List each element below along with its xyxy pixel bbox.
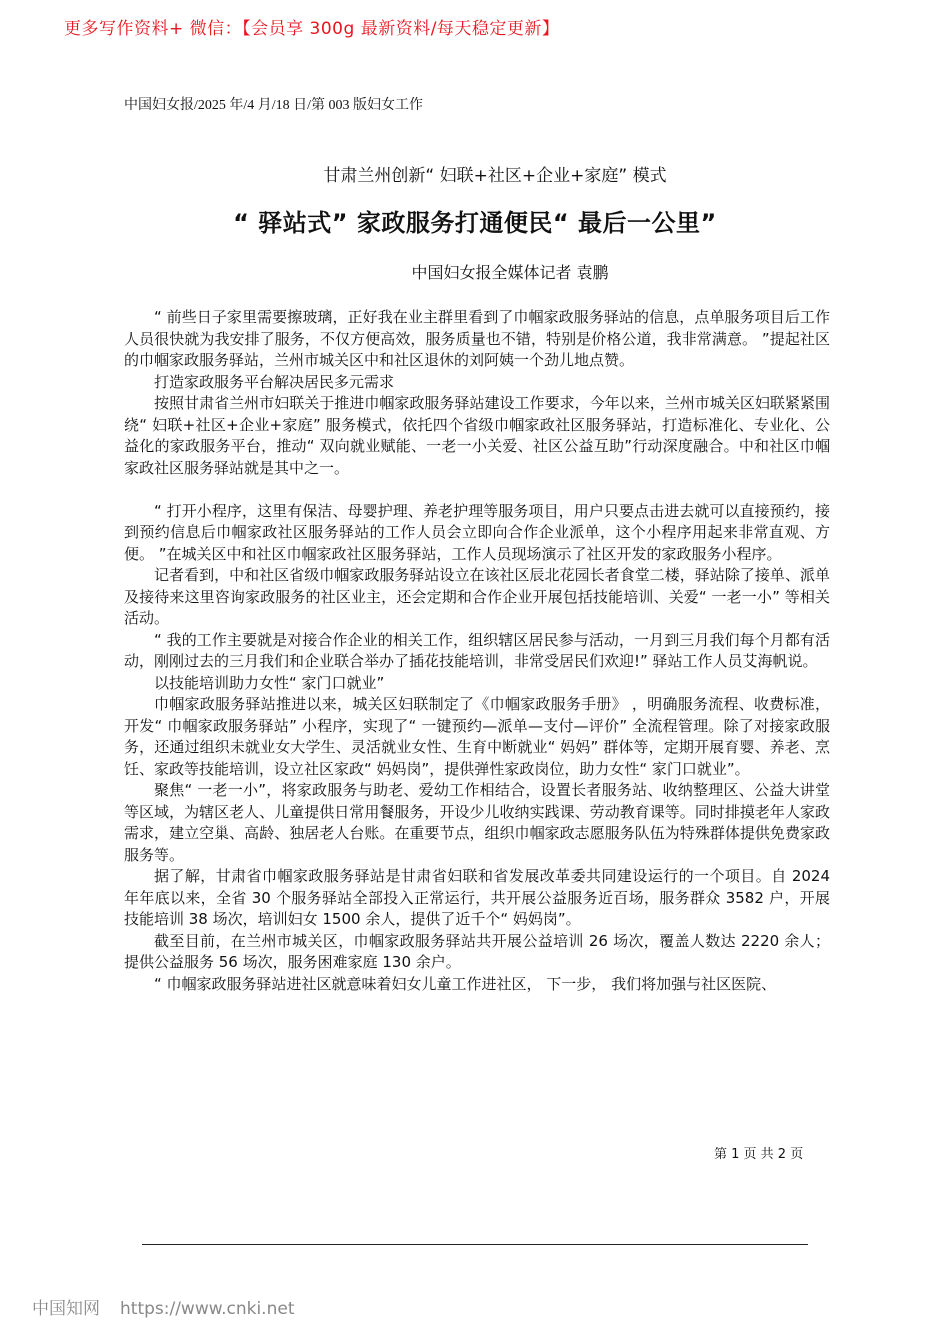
paragraph: “ 我的工作主要就是对接合作企业的相关工作，组织辖区居民参与活动，一月到三月我们每个月都有活动，刚刚过去的三月我们和企业联合举办了插花技能培训，非常受居民们欢迎!” 驿站工作人员艾海帆说。	[124, 630, 830, 670]
article-subtitle-text: 甘肃兰州创新“ 妇联+社区+企业+家庭” 模式	[323, 166, 667, 186]
article-byline	[0, 260, 950, 283]
source-line: 中国妇女报/2025 年/4 月/18 日/第 003 版妇女工作	[124, 98, 424, 113]
article-headline: “ 驿站式” 家政服务打通便民“ 最后一公里”	[233, 209, 717, 237]
footer-divider	[142, 1244, 808, 1245]
cnki-url[interactable]: https://www.cnki.net	[120, 1299, 295, 1319]
section-heading: 以技能培训助力女性“ 家门口就业”	[154, 673, 385, 692]
promo-banner: 更多写作资料+ 微信：【会员享 300g 最新资料/每天稳定更新】	[64, 19, 560, 39]
paragraph: 据了解，甘肃省巾帼家政服务驿站是甘肃省妇联和省发展改革委共同建设运行的一个项目。自 2024 年年底以来，全省 30 个服务驿站全部投入正常运行，共开展公益服务近百场，服务群众 3582 户，开展技能培训 38 场次，培训妇女 1500 余人，提供了近千个“ 妈妈岗”。	[124, 867, 830, 928]
page-indicator: 第 1 页 共 2 页	[714, 1147, 804, 1162]
paragraph: 记者看到，中和社区省级巾帼家政服务驿站设立在该社区辰北花园长者食堂二楼，驿站除了接单、派单及接待来这里咨询家政服务的社区业主，还会定期和合作企业开展包括技能培训、关爱“ 一老一小” 等相关活动。	[124, 566, 830, 627]
byline-text: 中国妇女报全媒体记者 袁鹏	[411, 263, 609, 282]
cnki-brand: 中国知网	[32, 1299, 100, 1319]
article-body	[124, 307, 830, 995]
article-subtitle	[0, 161, 950, 186]
paragraph: 截至目前，在兰州市城关区，巾帼家政服务驿站共开展公益培训 26 场次，覆盖人数达 2220 余人；提供公益服务 56 场次，服务困难家庭 130 余户。	[124, 931, 830, 971]
paragraph: 按照甘肃省兰州市妇联关于推进巾帼家政服务驿站建设工作要求，今年以来，兰州市城关区妇联紧紧围绕“ 妇联+社区+企业+家庭” 服务模式，依托四个省级巾帼家政社区服务驿站，打造标准化、专业化、公益化的家政服务平台，推动“ 双向就业赋能、一老一小关爱、社区公益互助”行动深度融合。中和社区巾帼家政社区服务驿站就是其中之一。	[124, 394, 830, 477]
paragraph: “ 前些日子家里需要擦玻璃，正好我在业主群里看到了巾帼家政服务驿站的信息，点单服务项目后工作人员很快就为我安排了服务，不仅方便高效，服务质量也不错，特别是价格公道，我非常满意。 ”提起社区的巾帼家政服务驿站，兰州市城关区中和社区退休的刘阿姨一个劲儿地点赞。	[124, 308, 830, 369]
paragraph: “ 巾帼家政服务驿站进社区就意味着妇女儿童工作进社区， 下一步， 我们将加强与社区医院、	[154, 974, 777, 993]
paragraph: 聚焦“ 一老一小”，将家政服务与助老、爱幼工作相结合，设置长者服务站、收纳整理区、公益大讲堂等区域，为辖区老人、儿童提供日常用餐服务，开设少儿收纳实践课、劳动教育课等。同时排摸老年人家政需求，建立空巢、高龄、独居老人台账。在重要节点，组织巾帼家政志愿服务队伍为特殊群体提供免费家政服务等。	[124, 781, 830, 864]
paragraph: “ 打开小程序，这里有保洁、母婴护理、养老护理等服务项目，用户只要点击进去就可以直接预约，接到预约信息后巾帼家政社区服务驿站的工作人员会立即向合作企业派单，这个小程序用起来非常直观、方便。 ”在城关区中和社区巾帼家政社区服务驿站，工作人员现场演示了社区开发的家政服务小程序。	[124, 501, 830, 563]
cnki-footer	[32, 1294, 294, 1319]
paragraph: 巾帼家政服务驿站推进以来，城关区妇联制定了《巾帼家政服务手册》 ，明确服务流程、收费标准，开发“ 巾帼家政服务驿站” 小程序，实现了“ 一键预约—派单—支付—评价” 全流程管理。除了对接家政服务，还通过组织未就业女大学生、灵活就业女性、生育中断就业“ 妈妈” 群体等，定期开展育婴、养老、烹饪、家政等技能培训，设立社区家政“ 妈妈岗”，提供弹性家政岗位，助力女性“ 家门口就业”。	[124, 695, 830, 778]
section-heading: 打造家政服务平台解决居民多元需求	[154, 372, 395, 391]
